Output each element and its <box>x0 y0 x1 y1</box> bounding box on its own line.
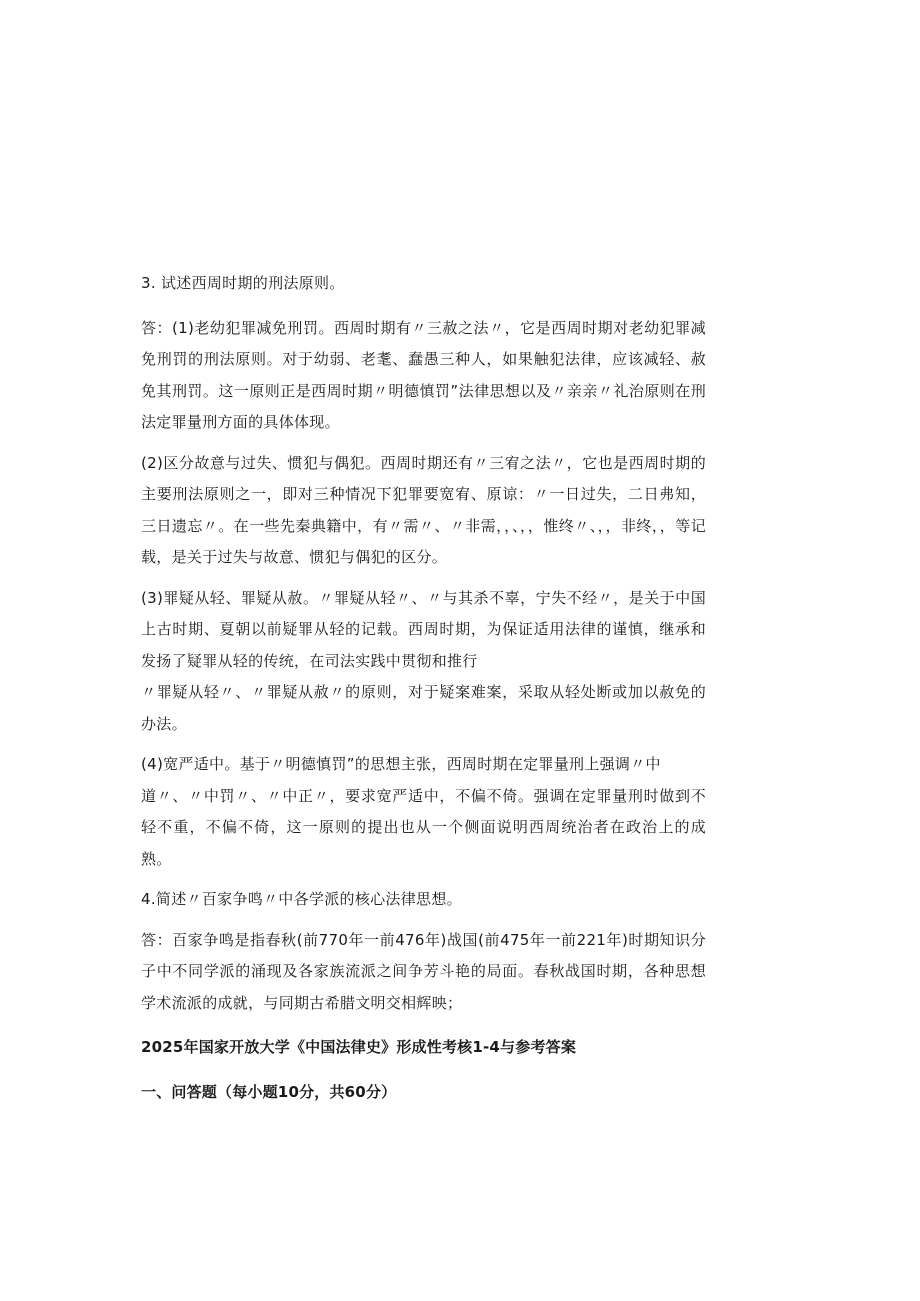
answer-3-part-4b: 道〃、〃中罚〃、〃中正〃，要求宽严适中，不偏不倚。强调在定罪量刑时做到不轻不重，不偏不倚，这一原则的提出也从一个侧面说明西周统治者在政治上的成熟。 <box>141 786 706 868</box>
answer-4: 答：百家争鸣是指春秋(前770年一前476年)战国(前475年一前221年)时期知识分子中不同学派的涌现及各家族流派之间争芳斗艳的局面。春秋战国时期，各种思想学术流派的成就，与同期古希腊文明交相辉映； <box>141 930 706 1012</box>
document-title: 2025年国家开放大学《中国法律史》形成性考核1-4与参考答案 <box>141 1038 577 1056</box>
answer-3-part-2: (2)区分故意与过失、惯犯与偶犯。西周时期还有〃三宥之法〃，它也是西周时期的主要刑法原则之一，即对三种情况下犯罪要宽宥、原谅：〃一日过失，二日弗知，三日遗忘〃。在一些先秦典籍中，有〃需〃、〃非需，，、，，惟终〃、，，非终，，等记载，是关于过失与故意、惯犯与偶犯的区分。 <box>141 453 706 566</box>
answer-3-part-1: 答：(1)老幼犯罪减免刑罚。西周时期有〃三赦之法〃，它是西周时期对老幼犯罪减免刑罚的刑法原则。对于幼弱、老耄、蠢愚三种人，如果触犯法律，应该减轻、赦免其刑罚。这一原则正是西周时期〃明德慎罚”法律思想以及〃亲亲〃礼治原则在刑法定罪量刑方面的具体体现。 <box>141 318 706 431</box>
document-page <box>141 268 706 1108</box>
answer-3-part-3b: 〃罪疑从轻〃、〃罪疑从赦〃的原则，对于疑案难案，采取从轻处断或加以赦免的办法。 <box>141 683 706 733</box>
answer-3-part-3a: (3)罪疑从轻、罪疑从赦。〃罪疑从轻〃、〃与其杀不辜，宁失不经〃，是关于中国上古时期、夏朝以前疑罪从轻的记载。西周时期，为保证适用法律的谨慎，继承和发扬了疑罪从轻的传统，在司法实践中贯彻和推行 <box>141 588 706 670</box>
question-3: 3. 试述西周时期的刑法原则。 <box>141 274 345 292</box>
answer-3-part-4a: (4)宽严适中。基于〃明德慎罚”的思想主张，西周时期在定罪量刑上强调〃中 <box>141 755 661 773</box>
section-title: 一、问答题（每小题10分，共60分） <box>141 1082 397 1101</box>
question-4: 4.简述〃百家争鸣〃中各学派的核心法律思想。 <box>141 890 462 908</box>
